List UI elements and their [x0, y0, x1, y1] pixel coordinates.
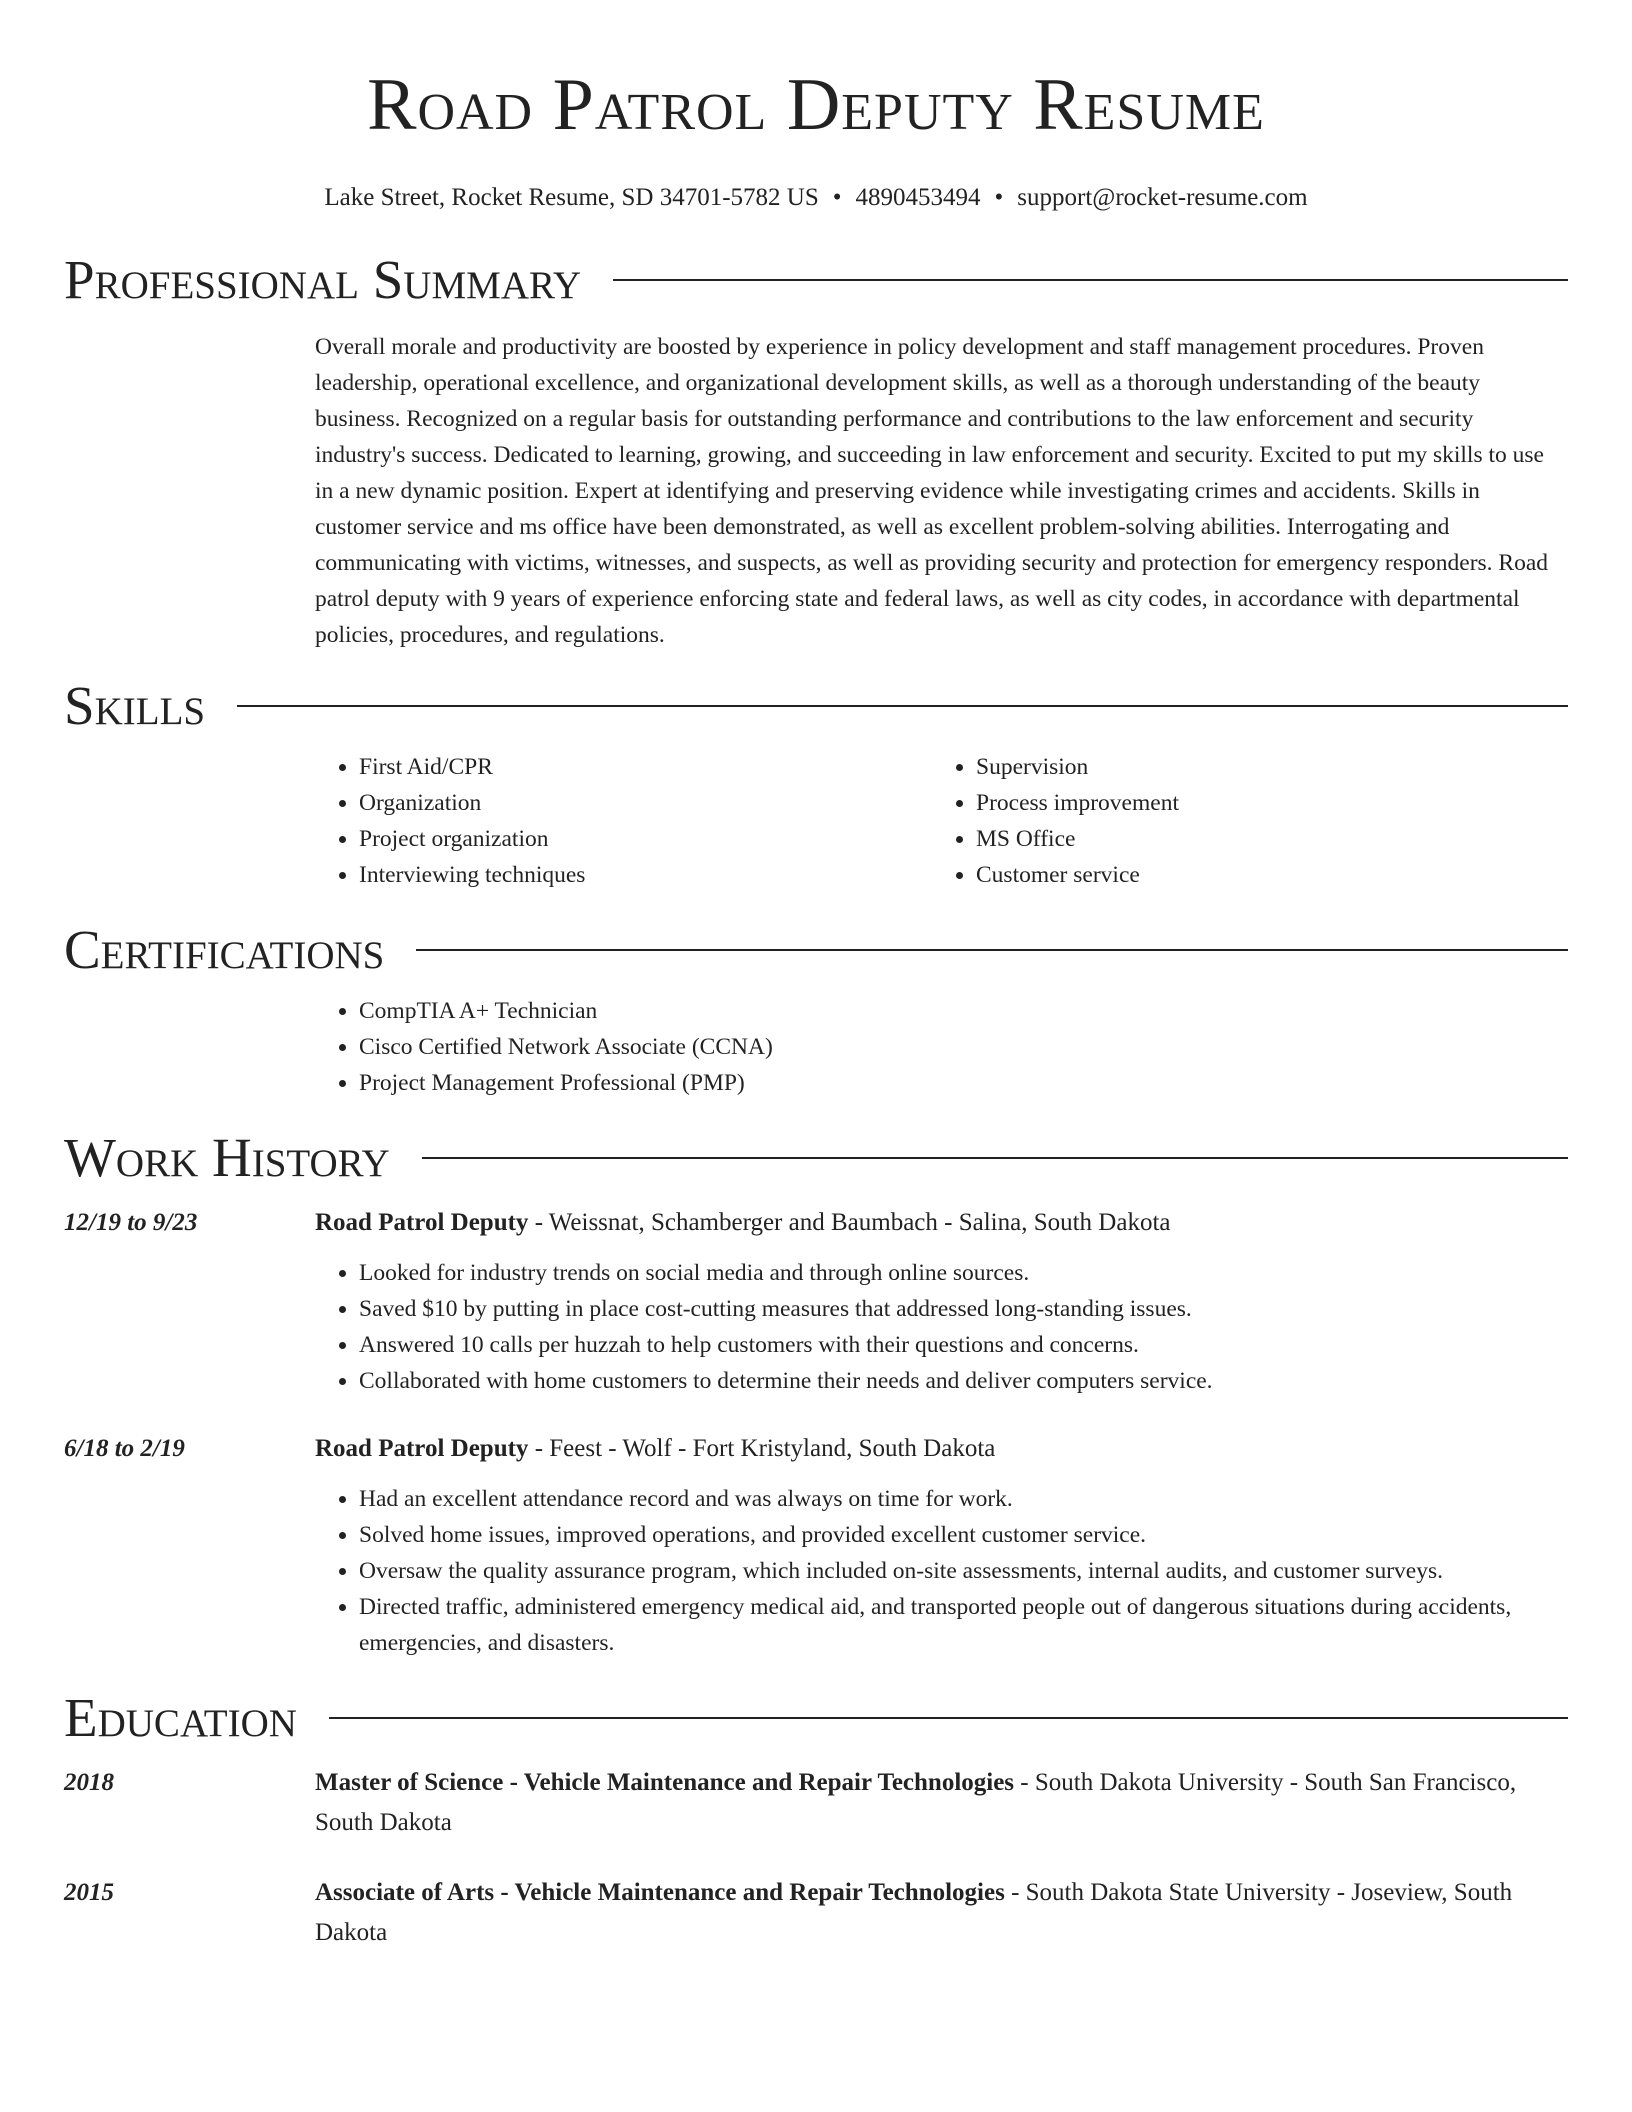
summary-section-heading: [64, 247, 1568, 313]
skill-item: • Project organization: [359, 821, 932, 857]
education-degree: Master of Science - Vehicle Maintenance and Repair Technologies: [315, 1769, 1015, 1796]
job-bullet: • Looked for industry trends on social media and through online sources.: [359, 1255, 1568, 1291]
contact-phone: 4890453494: [855, 184, 981, 211]
job-bullets: [315, 1255, 1568, 1399]
contact-email: support@rocket-resume.com: [1017, 184, 1308, 211]
job-bullets: [315, 1481, 1568, 1661]
skills-list: [315, 749, 1568, 893]
certification-item: • CompTIA A+ Technician: [359, 993, 1568, 1029]
certifications-section-heading: [64, 917, 1568, 983]
section-divider: [416, 949, 1568, 951]
skill-item: • First Aid/CPR: [359, 749, 932, 785]
work-section-heading: [64, 1125, 1568, 1191]
work-dates: 6/18 to 2/19: [64, 1435, 185, 1462]
education-school: - South Dakota State University - Joseview, South Dakota: [315, 1879, 1513, 1946]
education-year: 2018: [64, 1769, 114, 1796]
summary-body: [315, 329, 1568, 653]
skill-item: • MS Office: [976, 821, 1549, 857]
work-entry: [64, 1429, 1568, 1661]
education-section-heading: [64, 1685, 1568, 1751]
skills-column-left: [315, 749, 932, 893]
job-employer: - Weissnat, Schamberger and Baumbach - Salina, South Dakota: [528, 1209, 1171, 1236]
education-entry: [64, 1873, 1568, 1953]
skills-section-heading: [64, 673, 1568, 739]
contact-separator: •: [994, 184, 1004, 211]
job-bullet: • Solved home issues, improved operations, and provided excellent customer service.: [359, 1517, 1568, 1553]
work-heading: Work History: [64, 1127, 390, 1188]
job-title: Road Patrol Deputy: [315, 1209, 529, 1236]
education-details: [315, 1763, 1568, 1843]
job-bullet: • Answered 10 calls per huzzah to help customers with their questions and concerns.: [359, 1327, 1568, 1363]
education-entry: [64, 1763, 1568, 1843]
work-entry: [64, 1203, 1568, 1399]
job-bullet: • Had an excellent attendance record and was always on time for work.: [359, 1481, 1568, 1517]
certification-item: • Project Management Professional (PMP): [359, 1065, 1568, 1101]
job-bullet: • Collaborated with home customers to determine their needs and deliver computers service.: [359, 1363, 1568, 1399]
education-school: - South Dakota University - South San Francisco, South Dakota: [315, 1769, 1517, 1836]
skill-item: • Organization: [359, 785, 932, 821]
job-bullet: • Oversaw the quality assurance program, which included on-site assessments, internal audits, and customer surveys.: [359, 1553, 1568, 1589]
job-title: Road Patrol Deputy: [315, 1435, 529, 1462]
skill-item: • Customer service: [976, 857, 1549, 893]
contact-line: [64, 182, 1568, 214]
summary-heading: Professional Summary: [64, 249, 582, 310]
education-heading: Education: [64, 1687, 297, 1748]
section-divider: [422, 1157, 1568, 1159]
section-divider: [237, 705, 1568, 707]
skills-column-right: [932, 749, 1549, 893]
education-details: [315, 1873, 1568, 1953]
certifications-list: [315, 993, 1568, 1101]
skill-item: • Interviewing techniques: [359, 857, 932, 893]
summary-text: Overall morale and productivity are boosted by experience in policy development and staff management procedures. Proven leadership, operational excellence, and organizational development skills, as well as a thorough understanding of the beauty business. Recognized on a regular basis for outstanding performance and contributions to the law enforcement and security industry's success. Dedicated to learning, growing, and succeeding in law enforcement and security. Excited to put my skills to use in a new dynamic position. Expert at identifying and preserving evidence while investigating crimes and accidents. Skills in customer service and ms office have been demonstrated, as well as excellent problem-solving abilities. Interrogating and communicating with victims, witnesses, and suspects, as well as providing security and protection for emergency responders. Road patrol deputy with 9 years of experience enforcing state and federal laws, as well as city codes, in accordance with departmental policies, procedures, and regulations.: [315, 334, 1549, 648]
skill-item: • Process improvement: [976, 785, 1549, 821]
skills-heading: Skills: [64, 675, 206, 736]
section-divider: [613, 279, 1568, 281]
job-bullet: • Saved $10 by putting in place cost-cutting measures that addressed long-standing issues.: [359, 1291, 1568, 1327]
contact-address: Lake Street, Rocket Resume, SD 34701-5782 US: [324, 184, 819, 211]
skill-item: • Supervision: [976, 749, 1549, 785]
certification-item: • Cisco Certified Network Associate (CCNA): [359, 1029, 1568, 1065]
job-bullet: • Directed traffic, administered emergency medical aid, and transported people out of dangerous situations during accidents, emergencies, and disasters.: [359, 1589, 1568, 1661]
work-details: [315, 1429, 1568, 1661]
section-divider: [329, 1717, 1568, 1719]
work-details: [315, 1203, 1568, 1399]
contact-separator: •: [832, 184, 842, 211]
education-year: 2015: [64, 1879, 114, 1906]
job-employer: - Feest - Wolf - Fort Kristyland, South Dakota: [528, 1435, 996, 1462]
resume-title: Road Patrol Deputy Resume: [367, 64, 1265, 146]
education-degree: Associate of Arts - Vehicle Maintenance and Repair Technologies: [315, 1879, 1005, 1906]
work-dates: 12/19 to 9/23: [64, 1209, 198, 1236]
certifications-heading: Certifications: [64, 919, 385, 980]
